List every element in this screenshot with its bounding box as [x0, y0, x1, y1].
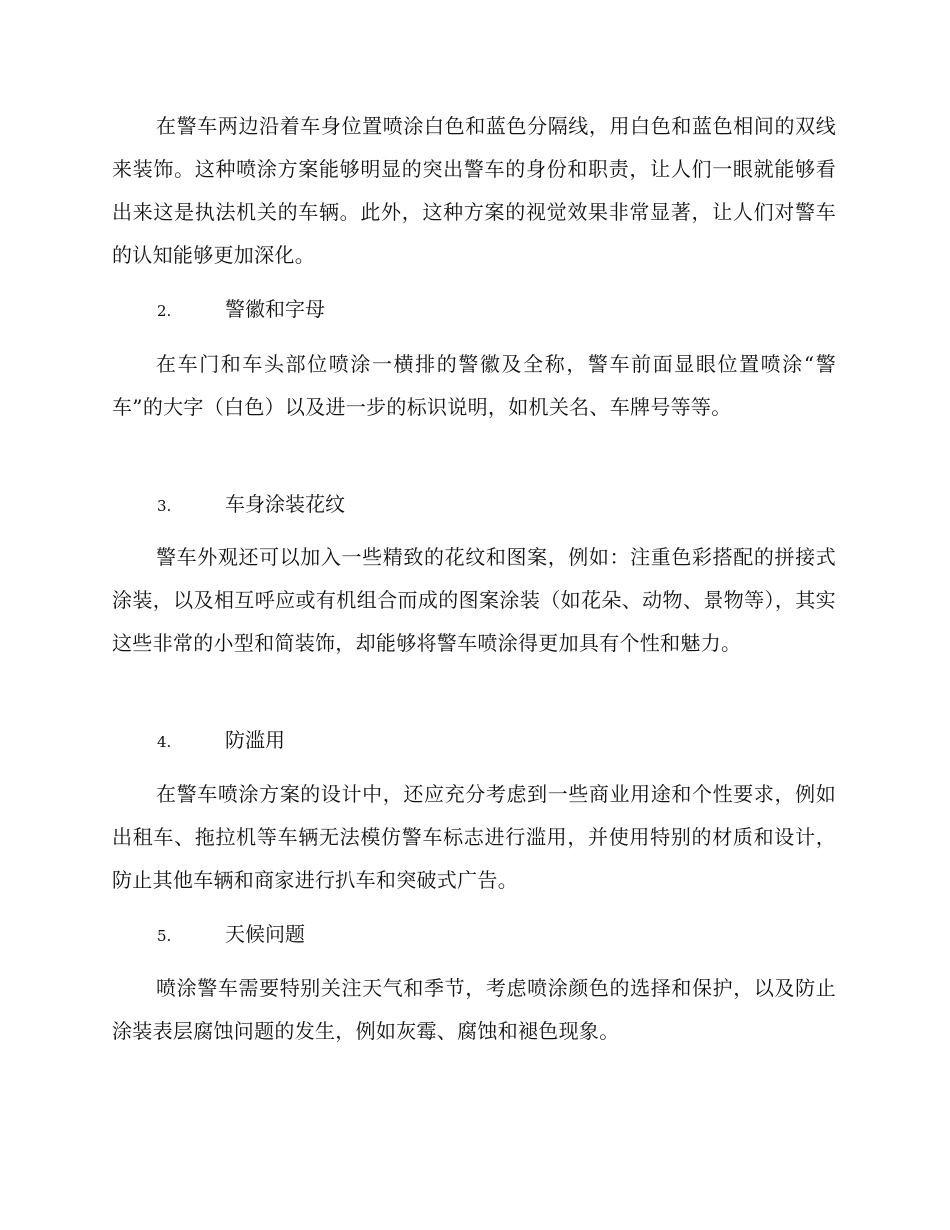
section-title: 车身涂装花纹	[225, 492, 345, 516]
section-number: 5.	[157, 927, 172, 945]
section-title: 天候问题	[225, 922, 305, 946]
section-number: 3.	[157, 497, 172, 515]
paragraph-anti-abuse: 在警车喷涂方案的设计中，还应充分考虑到一些商业用途和个性要求，例如出租车、拖拉机等车辆无法模仿警车标志进行滥用，并使用特别的材质和设计，防止其他车辆和商家进行扒车和突破式广告。	[112, 782, 836, 892]
paragraph-weather-issues: 喷涂警车需要特别关注天气和季节，考虑喷涂颜色的选择和保护，以及防止涂装表层腐蚀问题的发生，例如灰霉、腐蚀和褪色现象。	[112, 976, 836, 1043]
section-number: 2.	[157, 302, 172, 320]
section-heading-3	[157, 490, 345, 520]
section-heading-2	[157, 295, 325, 325]
paragraph-emblem-lettering: 在车门和车头部位喷涂一横排的警徽及全称，警车前面显眼位置喷涂“警车”的大字（白色）以及进一步的标识说明，如机关名、车牌号等等。	[112, 352, 836, 419]
paragraph-stripe-design: 在警车两边沿着车身位置喷涂白色和蓝色分隔线，用白色和蓝色相间的双线来装饰。这种喷涂方案能够明显的突出警车的身份和职责，让人们一眼就能够看出来这是执法机关的车辆。此外，这种方案的视觉效果非常显著，让人们对警车的认知能够更加深化。	[112, 114, 836, 267]
section-title: 防滥用	[225, 728, 285, 752]
section-heading-5	[157, 920, 305, 950]
section-number: 4.	[157, 733, 172, 751]
paragraph-body-patterns: 警车外观还可以加入一些精致的花纹和图案，例如：注重色彩搭配的拼接式涂装，以及相互呼应或有机组合而成的图案涂装（如花朵、动物、景物等），其实这些非常的小型和简装饰，却能够将警车喷涂得更加具有个性和魅力。	[112, 545, 836, 655]
section-heading-4	[157, 726, 285, 756]
section-title: 警徽和字母	[225, 297, 325, 321]
